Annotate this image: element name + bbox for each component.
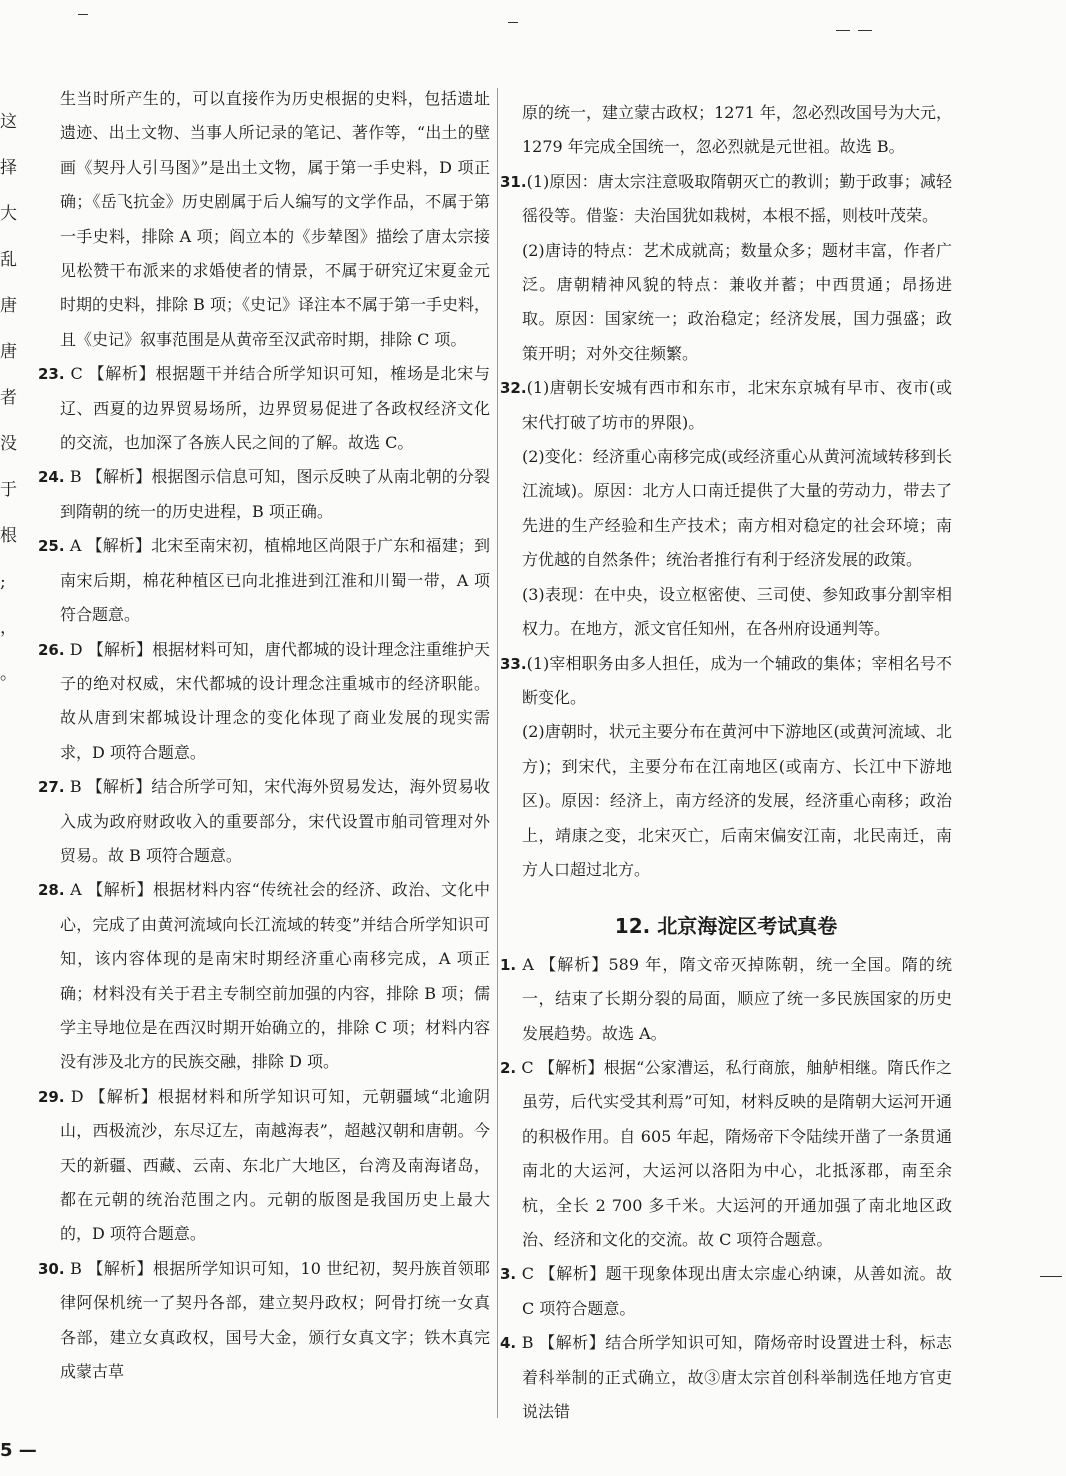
- answer-26: [38, 633, 490, 771]
- crop-mark: [858, 30, 872, 31]
- question-number: 3.: [500, 1265, 517, 1284]
- question-number: 29.: [38, 1087, 65, 1106]
- crop-mark: [1040, 1276, 1062, 1277]
- answer-text: B 【解析】根据图示信息可知，图示反映了从南北朝的分裂到隋朝的统一的历史进程，B 项正确。: [60, 467, 490, 521]
- answer-31: [500, 165, 952, 371]
- edge-char: 唐: [0, 342, 17, 362]
- answer-4: [500, 1326, 952, 1429]
- answer-text: C 【解析】题干现象体现出唐太宗虚心纳谏，从善如流。故 C 项符合题意。: [521, 1264, 952, 1318]
- answer-text: B 【解析】结合所学可知，宋代海外贸易发达，海外贸易收入成为政府财政收入的重要部分，宋代设置市舶司管理对外贸易。故 B 项符合题意。: [60, 777, 490, 865]
- edge-char: 。: [0, 664, 17, 684]
- continued-answer-22: 生当时所产生的，可以直接作为历史根据的史料，包括遗址遗迹、出土文物、当事人所记录的笔记、著作等，“出土的壁画《契丹人引马图》”是出土文物，属于第一手史料，D 项正确；《岳飞抗金》历史剧属于后人编写的文学作品，不属于第一手史料，排除 A 项；阎立本的《步辇图》描绘了唐太宗接见松赞干布派来的求婚使者的情景，不属于研究辽宋夏金元时期的史料，排除 B 项；《史记》译注本不属于第一手史料，且《史记》叙事范围是从黄帝至汉武帝时期，排除 C 项。: [60, 89, 490, 349]
- previous-page-edge: [0, 110, 22, 708]
- question-number: 28.: [38, 881, 65, 900]
- left-column: [38, 82, 490, 1389]
- answer-27: [38, 770, 490, 873]
- answer-29: [38, 1080, 490, 1252]
- question-number: 1.: [500, 955, 517, 974]
- question-number: 4.: [500, 1334, 517, 1353]
- question-number: 27.: [38, 778, 65, 797]
- edge-char: 大: [0, 204, 17, 224]
- edge-char: ;: [0, 572, 6, 592]
- question-number: 24.: [38, 468, 65, 487]
- answer-text: B 【解析】结合所学知识可知，隋炀帝时设置进士科，标志着科举制的正式确立，故③唐太宗首创科举制选任地方官吏说法错: [521, 1333, 952, 1422]
- answer-part: (2)唐诗的特点：艺术成就高；数量众多；题材丰富，作者广泛。唐朝精神风貌的特点：兼收并蓄；中西贯通；昂扬进取。原因：国家统一；政治稳定；经济发展，国力强盛；政策开明；对外交往频繁。: [522, 240, 952, 363]
- column-divider: [497, 88, 498, 1418]
- answer-25: [38, 529, 490, 632]
- question-number: 32.: [500, 379, 527, 398]
- answer-text: A 【解析】根据材料内容“传统社会的经济、政治、文化中心，完成了由黄河流域向长江流域的转变”并结合所学知识可知，该内容体现的是南宋时期经济重心南移完成，A 项正确；材料没有关于君主专制空前加强的内容，排除 B 项；儒学主导地位是在西汉时期开始确立的，排除 C 项；材料内容没有涉及北方的民族交融，排除 D 项。: [60, 880, 490, 1072]
- answer-28: [38, 873, 490, 1079]
- edge-char: 根: [0, 526, 17, 546]
- question-number: 30.: [38, 1259, 65, 1278]
- edge-char: 这: [0, 112, 17, 132]
- question-number: 23.: [38, 365, 65, 384]
- answer-33: [500, 647, 952, 888]
- answer-text: A 【解析】589 年，隋文帝灭掉陈朝，统一全国。隋的统一，结束了长期分裂的局面，顺应了统一多民族国家的历史发展趋势。故选 A。: [522, 954, 952, 1043]
- crop-mark: [78, 14, 88, 15]
- right-column: [500, 96, 952, 1429]
- answer-text: D 【解析】根据材料和所学知识可知，元朝疆域“北逾阴山，西极流沙，东尽辽左，南越海表”，超越汉朝和唐朝。今天的新疆、西藏、云南、东北广大地区，台湾及南海诸岛，都在元朝的统治范围之内。元朝的版图是我国历史上最大的，D 项符合题意。: [60, 1086, 490, 1244]
- question-number: 2.: [500, 1058, 517, 1077]
- answer-part: (1)唐朝长安城有西市和东市，北宋东京城有早市、夜市(或宋代打破了坊市的界限)。: [522, 378, 952, 432]
- question-number: 33.: [500, 654, 527, 673]
- answer-text: C 【解析】根据“公家漕运，私行商旅，舳舻相继。隋氏作之虽劳，后代实受其利焉”可知，材料反映的是隋朝大运河开通的积极作用。自 605 年起，隋炀帝下令陆续开凿了一条贯通南北的大运河，大运河以洛阳为中心，北抵涿郡，南至余杭，全长 2 700 多千米。大运河的开通加强了南北地区政治、经济和文化的交流。故 C 项符合题意。: [521, 1057, 952, 1249]
- answer-part: (3)表现：在中央，设立枢密使、三司使、参知政事分割宰相权力。在地方，派文官任知州，在各州府设通判等。: [522, 584, 952, 639]
- edge-char: 于: [0, 480, 17, 500]
- edge-char: 没: [0, 434, 17, 454]
- question-number: 25.: [38, 537, 65, 556]
- answer-1: [500, 948, 952, 1051]
- answer-part: (1)宰相职务由多人担任，成为一个辅政的集体；宰相名号不断变化。: [522, 653, 952, 707]
- question-number: 26.: [38, 640, 65, 659]
- answer-3: [500, 1257, 952, 1326]
- answer-30: [38, 1252, 490, 1390]
- answer-part: (2)唐朝时，状元主要分布在黄河中下游地区(或黄河流域、北方)；到宋代，主要分布在江南地区(或南方、长江中下游地区)。原因：经济上，南方经济的发展，经济重心南移；政治上，靖康之变，北宋灭亡，后南宋偏安江南，北民南迁，南方人口超过北方。: [522, 722, 952, 879]
- answer-32: [500, 371, 952, 646]
- edge-char: 唐: [0, 296, 17, 316]
- page-number-value: 5: [0, 1440, 13, 1461]
- continued-answer-30: 原的统一，建立蒙古政权；1271 年，忽必烈改国号为大元，1279 年完成全国统一，忽必烈就是元世祖。故选 B。: [522, 103, 952, 157]
- answer-23: [38, 357, 490, 460]
- page-number: 5 —: [0, 1440, 37, 1461]
- answer-text: B 【解析】根据所学知识可知，10 世纪初，契丹族首领耶律阿保机统一了契丹各部，建立契丹政权；阿骨打统一女真各部，建立女真政权，国号大金，颁行女真文字；铁木真完成蒙古草: [60, 1258, 490, 1382]
- section-title: 12. 北京海淀区考试真卷: [614, 914, 838, 939]
- answer-2: [500, 1051, 952, 1257]
- crop-mark: [508, 22, 518, 23]
- answer-part: (2)变化：经济重心南移完成(或经济重心从黄河流域转移到长江流域)。原因：北方人口南迁提供了大量的劳动力，带去了先进的生产经验和生产技术；南方相对稳定的社会环境；南方优越的自然条件；统治者推行有利于经济发展的政策。: [522, 447, 952, 570]
- edge-char: 乱: [0, 250, 17, 270]
- question-number: 31.: [500, 172, 527, 191]
- answer-part: (1)原因：唐太宗注意吸取隋朝灭亡的教训；勤于政事；减轻徭役等。借鉴：夫治国犹如栽树，本根不摇，则枝叶茂荣。: [522, 171, 952, 226]
- edge-char: 者: [0, 388, 17, 408]
- answer-24: [38, 460, 490, 529]
- edge-char: ，: [0, 618, 17, 638]
- edge-char: 择: [0, 158, 17, 178]
- answer-text: C 【解析】根据题干并结合所学知识可知，榷场是北宋与辽、西夏的边界贸易场所，边界贸易促进了各政权经济文化的交流，也加深了各族人民之间的了解。故选 C。: [60, 364, 490, 453]
- answer-text: D 【解析】根据材料可知，唐代都城的设计理念注重维护天子的绝对权威，宋代都城的设计理念注重城市的经济职能。故从唐到宋都城设计理念的变化体现了商业发展的现实需求，D 项符合题意。: [60, 639, 490, 762]
- crop-mark: [836, 30, 850, 31]
- answer-text: A 【解析】北宋至南宋初，植棉地区尚限于广东和福建；到南宋后期，棉花种植区已向北推进到江淮和川蜀一带，A 项符合题意。: [60, 536, 490, 625]
